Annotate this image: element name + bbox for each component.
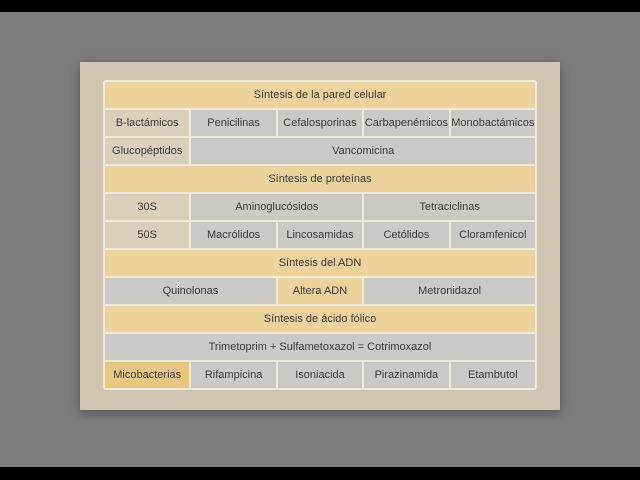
section-header-acido-folico: Síntesis de ácido fólico (105, 306, 535, 332)
cell-micobacterias: Micobacterias (105, 362, 189, 388)
cell-cetolidos: Cetólidos (364, 222, 448, 248)
cell-lincosamidas: Lincosamidas (278, 222, 362, 248)
letterbox-bottom (0, 467, 640, 480)
cell-carbapenemicos: Carbapenémicos (364, 110, 448, 136)
cell-altera-adn: Altera ADN (278, 278, 362, 304)
antibiotics-table (103, 80, 537, 390)
cell-penicilinas: Penicilinas (191, 110, 275, 136)
presentation-slide (80, 62, 560, 410)
cell-50s: 50S (105, 222, 189, 248)
section-header-adn: Síntesis del ADN (105, 250, 535, 276)
letterbox-top (0, 0, 640, 12)
cell-macrolidos: Macrólidos (191, 222, 275, 248)
cell-vancomicina: Vancomicina (191, 138, 535, 164)
cell-rifampicina: Rifampicina (191, 362, 275, 388)
cell-tetraciclinas: Tetraciclinas (364, 194, 535, 220)
cell-pirazinamida: Pirazinamida (364, 362, 448, 388)
section-header-pared-celular: Síntesis de la pared celular (105, 82, 535, 108)
cell-etambutol: Etambutol (451, 362, 535, 388)
cell-aminoglucosidos: Aminoglucósidos (191, 194, 362, 220)
cell-metronidazol: Metronidazol (364, 278, 535, 304)
cell-cloramfenicol: Cloramfenicol (451, 222, 535, 248)
cell-30s: 30S (105, 194, 189, 220)
cell-isoniacida: Isoniacida (278, 362, 362, 388)
cell-cefalosporinas: Cefalosporinas (278, 110, 362, 136)
cell-b-lactamicos: B-lactámicos (105, 110, 189, 136)
cell-glucopeptidos: Glucopéptidos (105, 138, 189, 164)
cell-quinolonas: Quinolonas (105, 278, 276, 304)
cell-cotrimoxazol: Trimetoprim + Sulfametoxazol = Cotrimoxazol (105, 334, 535, 360)
section-header-proteinas: Síntesis de proteínas (105, 166, 535, 192)
cell-monobactamicos: Monobactámicos (451, 110, 535, 136)
